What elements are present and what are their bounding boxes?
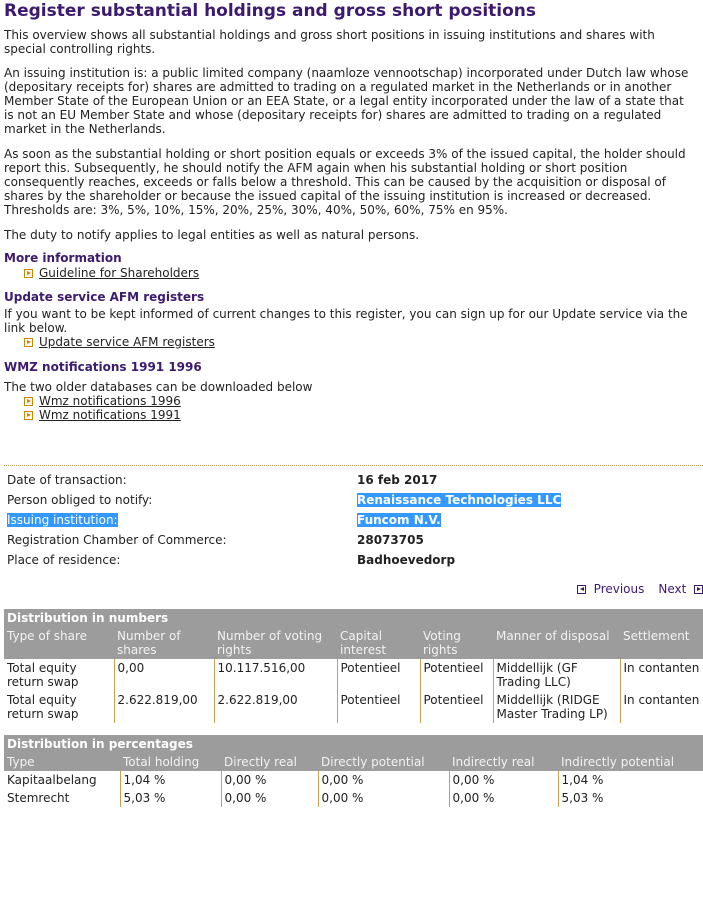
- table-caption: Distribution in numbers: [4, 609, 703, 627]
- list-item: [24, 394, 703, 408]
- arrow-right-box-icon: [24, 338, 33, 347]
- table-row: [4, 771, 703, 789]
- table-cell: In contanten: [623, 693, 700, 707]
- detail-label: Registration Chamber of Commerce:: [7, 533, 227, 547]
- wmz-1991-link[interactable]: Wmz notifications 1991: [39, 408, 181, 422]
- table-cell: Stemrecht: [4, 789, 120, 807]
- table-cell: 2.622.819,00: [114, 691, 214, 723]
- table-cell: 1,04 %: [120, 771, 221, 789]
- column-header: Number of voting rights: [214, 627, 337, 659]
- table-cell: Potentieel: [337, 659, 420, 691]
- threshold-text: As soon as the substantial holding or short position equals or exceeds 3% of the issued capital, the holder should report this. Subsequently, he should notify the AFM again when his substantial holding or short position consequently reaches, exceeds or falls below a threshold. This can be caused by the acquisition or disposal of shares by the shareholder or because the issued capital of the issuing institution is increased or decreased. Thresholds are: 3%, 5%, 10%, 15%, 20%, 25%, 30%, 40%, 50%, 60%, 75% en 95%.: [4, 147, 686, 217]
- update-service-heading: Update service AFM registers: [4, 290, 205, 304]
- table-cell: 0,00 %: [449, 789, 558, 807]
- arrow-right-box-icon: [24, 397, 33, 406]
- table-cell: 10.117.516,00: [214, 659, 337, 691]
- table-cell: Total equity return swap: [4, 691, 114, 723]
- detail-row-date: [4, 470, 564, 490]
- detail-value: Badhoevedorp: [357, 553, 456, 567]
- table-cell: 0,00 %: [318, 789, 449, 807]
- detail-label: Issuing institution:: [7, 513, 118, 527]
- list-item: [24, 266, 703, 280]
- issuing-institution-text: An issuing institution is: a public limited company (naamloze vennootschap) incorporated under Dutch law whose (depositary receipts for) shares are admitted to trading on a regulated market in the Netherlands or in another Member State of the European Union or an EEA State, or a legal entity incorporated under the law of a state that is not an EU Member State and whose (depositary receipts for) shares are admitted to trading on a regulated market in the Netherlands.: [4, 66, 689, 136]
- column-header: Capital interest: [337, 627, 420, 659]
- detail-row-registration: [4, 530, 564, 550]
- previous-link[interactable]: [577, 582, 644, 596]
- wmz-1996-link[interactable]: Wmz notifications 1996: [39, 394, 181, 408]
- table-cell: 1,04 %: [561, 773, 604, 787]
- list-item: [24, 408, 703, 422]
- page-title: Register substantial holdings and gross short positions: [4, 1, 537, 21]
- column-header: Directly real: [221, 753, 318, 771]
- column-header: Directly potential: [318, 753, 449, 771]
- next-label: Next: [658, 582, 687, 596]
- table-cell: 0,00 %: [318, 771, 449, 789]
- table-cell: Middellijk (GF Trading LLC): [493, 659, 620, 691]
- table-row: [4, 691, 703, 723]
- detail-value: Renaissance Technologies LLC: [357, 493, 562, 507]
- table-row: [4, 789, 703, 807]
- arrow-right-box-icon: [24, 269, 33, 278]
- distribution-percentages-table: [4, 735, 703, 807]
- wmz-heading: WMZ notifications 1991 1996: [4, 360, 202, 374]
- wmz-links: [4, 394, 703, 422]
- table-cell: Kapitaalbelang: [4, 771, 120, 789]
- table-caption: Distribution in percentages: [4, 735, 703, 753]
- table-cell: 5,03 %: [120, 789, 221, 807]
- table-cell: Total equity return swap: [4, 659, 114, 691]
- column-header: Type: [4, 753, 120, 771]
- table-cell: Potentieel: [420, 659, 493, 691]
- table-cell: Potentieel: [420, 691, 493, 723]
- distribution-numbers-table: [4, 609, 703, 723]
- previous-label: Previous: [593, 582, 645, 596]
- column-header: Indirectly potential: [558, 753, 703, 771]
- column-header: Voting rights: [420, 627, 493, 659]
- more-information-heading: More information: [4, 251, 122, 265]
- update-service-text: If you want to be kept informed of current changes to this register, you can sign up for our Update service via the link below.: [4, 307, 688, 335]
- detail-row-residence: [4, 550, 564, 570]
- table-cell: 0,00 %: [221, 789, 318, 807]
- table-cell: Potentieel: [337, 691, 420, 723]
- detail-row-issuer: [4, 510, 564, 530]
- column-header: Number of shares: [114, 627, 214, 659]
- detail-row-person: [4, 490, 564, 510]
- divider: [4, 465, 703, 466]
- wmz-text: The two older databases can be downloaded below: [4, 380, 313, 394]
- column-header: Type of share: [4, 627, 114, 659]
- arrow-right-box-icon: [694, 585, 703, 594]
- arrow-left-box-icon: [577, 585, 586, 594]
- intro-text: This overview shows all substantial holdings and gross short positions in issuing institutions and shares with special controlling rights.: [4, 28, 655, 56]
- table-cell: Middellijk (RIDGE Master Trading LP): [493, 691, 620, 723]
- detail-label: Person obliged to notify:: [7, 493, 153, 507]
- detail-label: Place of residence:: [7, 553, 121, 567]
- table-cell: In contanten: [623, 661, 700, 675]
- next-link[interactable]: [658, 582, 703, 596]
- detail-value: Funcom N.V.: [357, 513, 441, 527]
- update-service-links: [4, 335, 703, 349]
- detail-label: Date of transaction:: [7, 473, 127, 487]
- table-cell: 0,00 %: [449, 771, 558, 789]
- column-header: Total holding: [120, 753, 221, 771]
- list-item: [24, 335, 703, 349]
- more-information-links: [4, 266, 703, 280]
- notification-details: [4, 470, 564, 570]
- table-cell: 0,00 %: [221, 771, 318, 789]
- column-header: Manner of disposal: [493, 627, 620, 659]
- update-service-link[interactable]: Update service AFM registers: [39, 335, 215, 349]
- guideline-link[interactable]: Guideline for Shareholders: [39, 266, 200, 280]
- table-cell: 2.622.819,00: [214, 691, 337, 723]
- column-header: Settlement: [620, 627, 703, 659]
- column-header: Indirectly real: [449, 753, 558, 771]
- arrow-right-box-icon: [24, 411, 33, 420]
- detail-value: 16 feb 2017: [357, 473, 438, 487]
- detail-value: 28073705: [357, 533, 424, 547]
- table-cell: 0,00: [114, 659, 214, 691]
- table-row: [4, 659, 703, 691]
- duty-text: The duty to notify applies to legal entities as well as natural persons.: [4, 228, 420, 242]
- table-cell: 5,03 %: [561, 791, 604, 805]
- pager: [4, 582, 703, 596]
